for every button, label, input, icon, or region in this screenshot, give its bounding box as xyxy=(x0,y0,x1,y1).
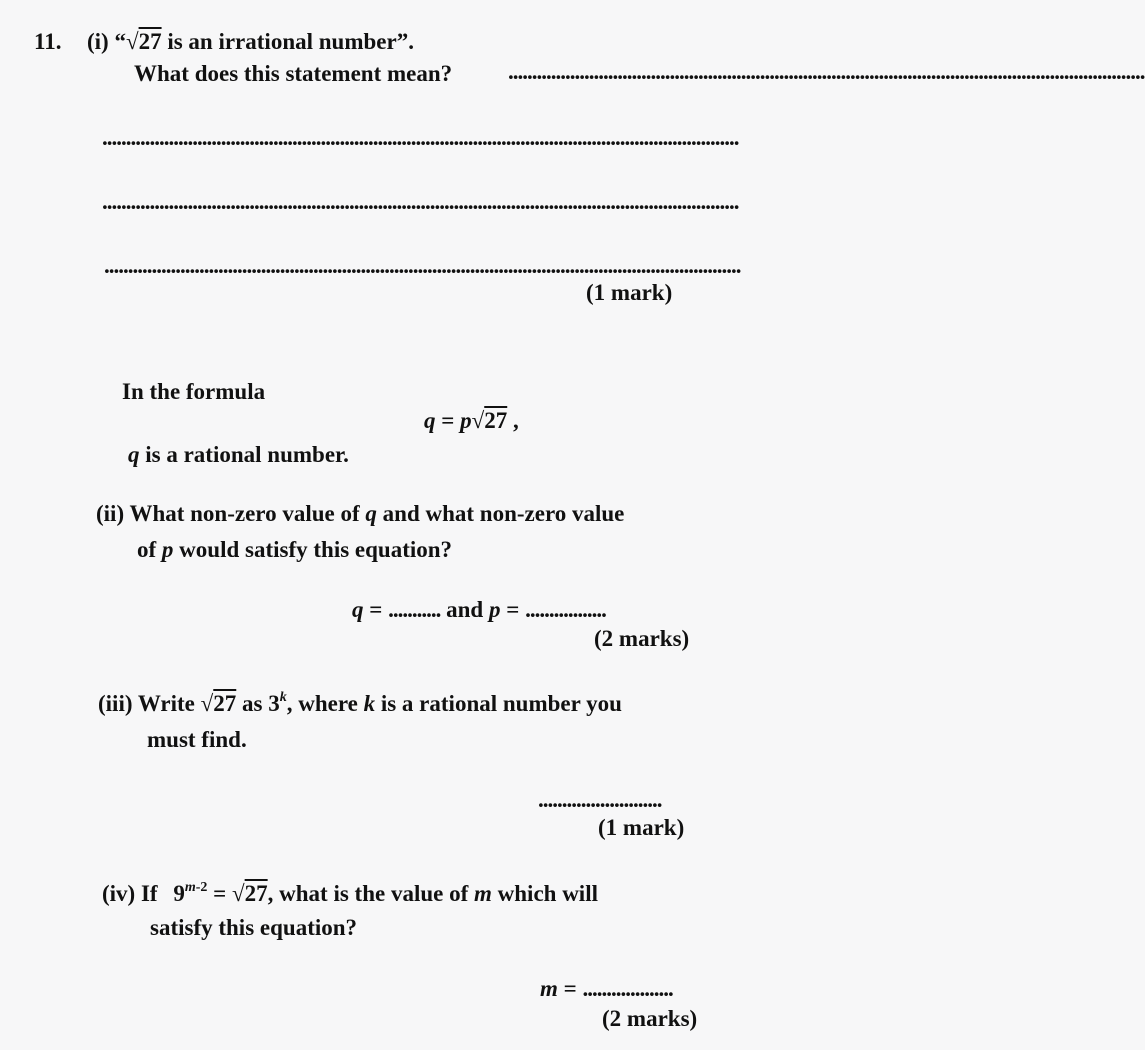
part-ii-label: (ii) xyxy=(96,501,125,526)
formula-p: p xyxy=(460,408,472,433)
var-k: k xyxy=(363,691,376,716)
part-iv-text: , what is the value of xyxy=(267,881,475,906)
equals-sign: = xyxy=(557,976,583,1001)
var-p: p xyxy=(161,537,174,562)
base-nine: 9 xyxy=(173,881,185,906)
equals-sign: = xyxy=(500,597,526,622)
part-iv-text: If xyxy=(135,881,164,906)
part-iii-text: as 3 xyxy=(236,691,280,716)
radical-sign: √ xyxy=(125,29,139,54)
part-iv-marks: (2 marks) xyxy=(602,1006,698,1031)
part-i-marks: (1 mark) xyxy=(586,280,673,305)
part-iv-label: (iv) xyxy=(102,881,136,906)
part-ii-text: What non-zero value of xyxy=(124,501,366,526)
part-iii-answer-field[interactable]: .......................... xyxy=(538,787,662,812)
intro-line-2-text: is a rational number. xyxy=(139,442,349,467)
part-i-label: (i) xyxy=(86,29,109,54)
intro-line-2 xyxy=(128,441,349,469)
quote-open: “ xyxy=(114,29,126,54)
question-number: 11. xyxy=(34,29,62,54)
part-i-prompt: What does this statement mean? xyxy=(134,61,453,86)
formula-q: q xyxy=(424,408,436,433)
part-iv-text: which will xyxy=(491,881,598,906)
part-iii-marks: (1 mark) xyxy=(598,815,685,840)
radical-sign: √ xyxy=(471,408,485,433)
var-q: q xyxy=(128,442,140,467)
part-ii-answer-line xyxy=(352,596,606,624)
and-text: and xyxy=(440,597,489,622)
radicand: 27 xyxy=(244,881,268,906)
answer-line-1[interactable]: ...................................................................................................................................... xyxy=(508,59,1145,84)
radicand: 27 xyxy=(213,691,237,716)
part-iv-answer-line xyxy=(540,975,673,1003)
part-iv-line-1 xyxy=(102,880,598,908)
radicand: 27 xyxy=(484,408,508,433)
part-iii-text: , where xyxy=(286,691,364,716)
equals-sign: = xyxy=(207,881,233,906)
question-number-line xyxy=(34,28,414,56)
answer-line-4[interactable]: ...................................................................................................................................... xyxy=(104,253,741,278)
answer-p-label: p xyxy=(488,597,501,622)
part-ii-text: would satisfy this equation? xyxy=(173,537,453,562)
formula-equals: = xyxy=(435,408,461,433)
part-iii-text: is a rational number you xyxy=(375,691,622,716)
formula xyxy=(424,407,519,435)
statement-text: is an irrational number”. xyxy=(161,29,414,54)
part-ii-text: of xyxy=(137,537,162,562)
part-ii-marks: (2 marks) xyxy=(594,626,690,651)
radical-sign: √ xyxy=(200,691,214,716)
part-ii-line-1 xyxy=(96,500,624,528)
exponent-k: k xyxy=(279,690,287,705)
intro-line-1: In the formula xyxy=(122,379,266,404)
part-i-prompt-line xyxy=(134,60,452,88)
answer-q-field[interactable]: ........... xyxy=(388,597,441,622)
exponent xyxy=(185,880,208,895)
answer-m-label: m xyxy=(540,976,558,1001)
answer-line-3[interactable]: ...................................................................................................................................... xyxy=(102,189,739,214)
answer-p-field[interactable]: ................. xyxy=(525,597,606,622)
part-ii-line-2 xyxy=(137,536,452,564)
answer-m-field[interactable]: ................... xyxy=(582,976,673,1001)
var-m: m xyxy=(474,881,492,906)
equals-sign: = xyxy=(363,597,389,622)
part-iii-text: Write xyxy=(132,691,201,716)
part-iii-label: (iii) xyxy=(98,691,133,716)
part-iv-line-2: satisfy this equation? xyxy=(150,915,358,940)
formula-comma: , xyxy=(507,408,519,433)
part-ii-text: and what non-zero value xyxy=(376,501,625,526)
part-iii-line-2: must find. xyxy=(147,727,247,752)
radical-sign: √ xyxy=(232,881,245,906)
exponent-rest: -2 xyxy=(195,880,208,895)
var-q: q xyxy=(365,501,377,526)
exponent-m: m xyxy=(184,880,196,895)
answer-q-label: q xyxy=(352,597,364,622)
radicand: 27 xyxy=(138,29,162,54)
answer-line-2[interactable]: ...................................................................................................................................... xyxy=(102,125,739,150)
part-iii-line-1 xyxy=(98,690,622,718)
